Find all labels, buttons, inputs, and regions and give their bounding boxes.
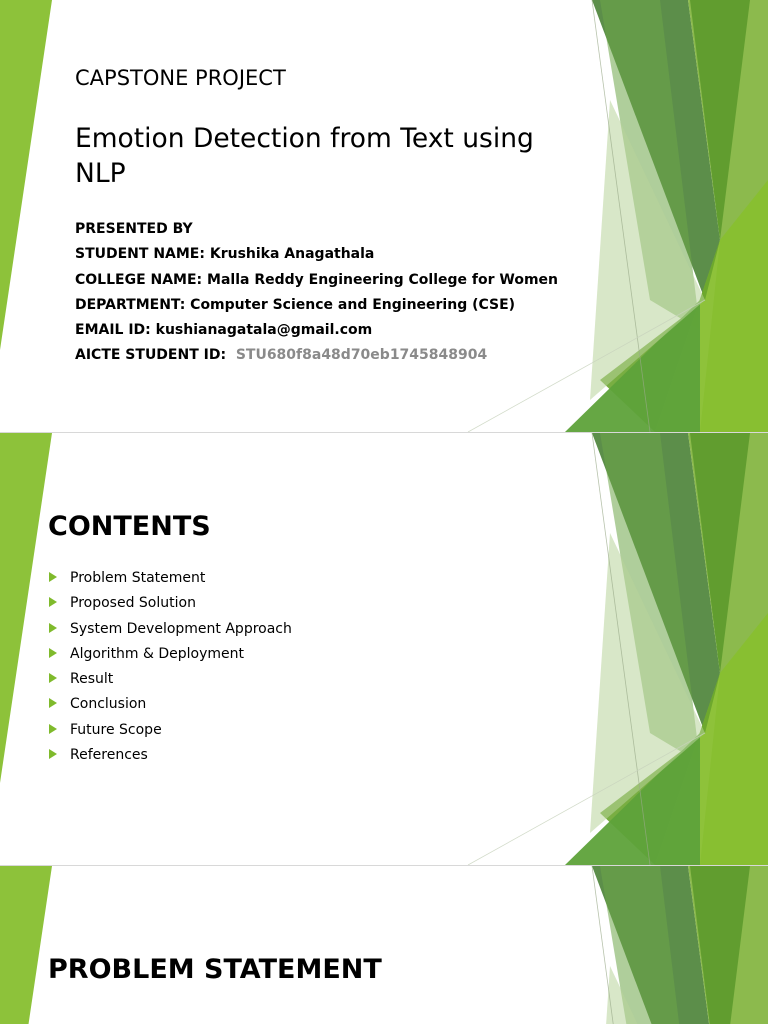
student-name: STUDENT NAME: Krushika Anagathala	[75, 246, 375, 263]
list-item: Problem Statement	[48, 570, 292, 595]
contents-list	[48, 570, 292, 772]
list-item: Proposed Solution	[48, 595, 292, 620]
triangle-bullet-icon	[49, 597, 57, 607]
presenter-details	[75, 217, 558, 369]
list-item: Conclusion	[48, 696, 292, 721]
triangle-bullet-icon	[49, 572, 57, 582]
triangle-bullet-icon	[49, 724, 57, 734]
title-slide	[0, 0, 768, 432]
contents-heading: CONTENTS	[48, 511, 211, 542]
contents-slide	[0, 433, 768, 865]
list-item: Algorithm & Deployment	[48, 646, 292, 671]
presented-by-label: PRESENTED BY	[75, 221, 193, 237]
list-item: Result	[48, 671, 292, 696]
slide-subtitle: CAPSTONE PROJECT	[75, 66, 286, 90]
problem-statement-slide	[0, 866, 768, 1024]
department: DEPARTMENT: Computer Science and Engineering (CSE)	[75, 296, 516, 313]
list-item: Future Scope	[48, 722, 292, 747]
aicte-id-line	[75, 343, 558, 368]
slide-title: Emotion Detection from Text using NLP	[75, 123, 534, 189]
aicte-id-value: STU680f8a48d70eb1745848904	[235, 347, 488, 364]
problem-statement-heading: PROBLEM STATEMENT	[48, 954, 382, 985]
triangle-bullet-icon	[49, 623, 57, 633]
triangle-bullet-icon	[49, 698, 57, 708]
triangle-bullet-icon	[49, 673, 57, 683]
list-item: References	[48, 747, 292, 772]
triangle-bullet-icon	[49, 648, 57, 658]
triangle-bullet-icon	[49, 749, 57, 759]
list-item: System Development Approach	[48, 621, 292, 646]
college-name: COLLEGE NAME: Malla Reddy Engineering College for Women	[75, 271, 558, 288]
green-facets-decoration	[0, 866, 768, 1024]
aicte-id-label: AICTE STUDENT ID:	[75, 347, 227, 364]
email-id: EMAIL ID: kushianagatala@gmail.com	[75, 322, 373, 339]
